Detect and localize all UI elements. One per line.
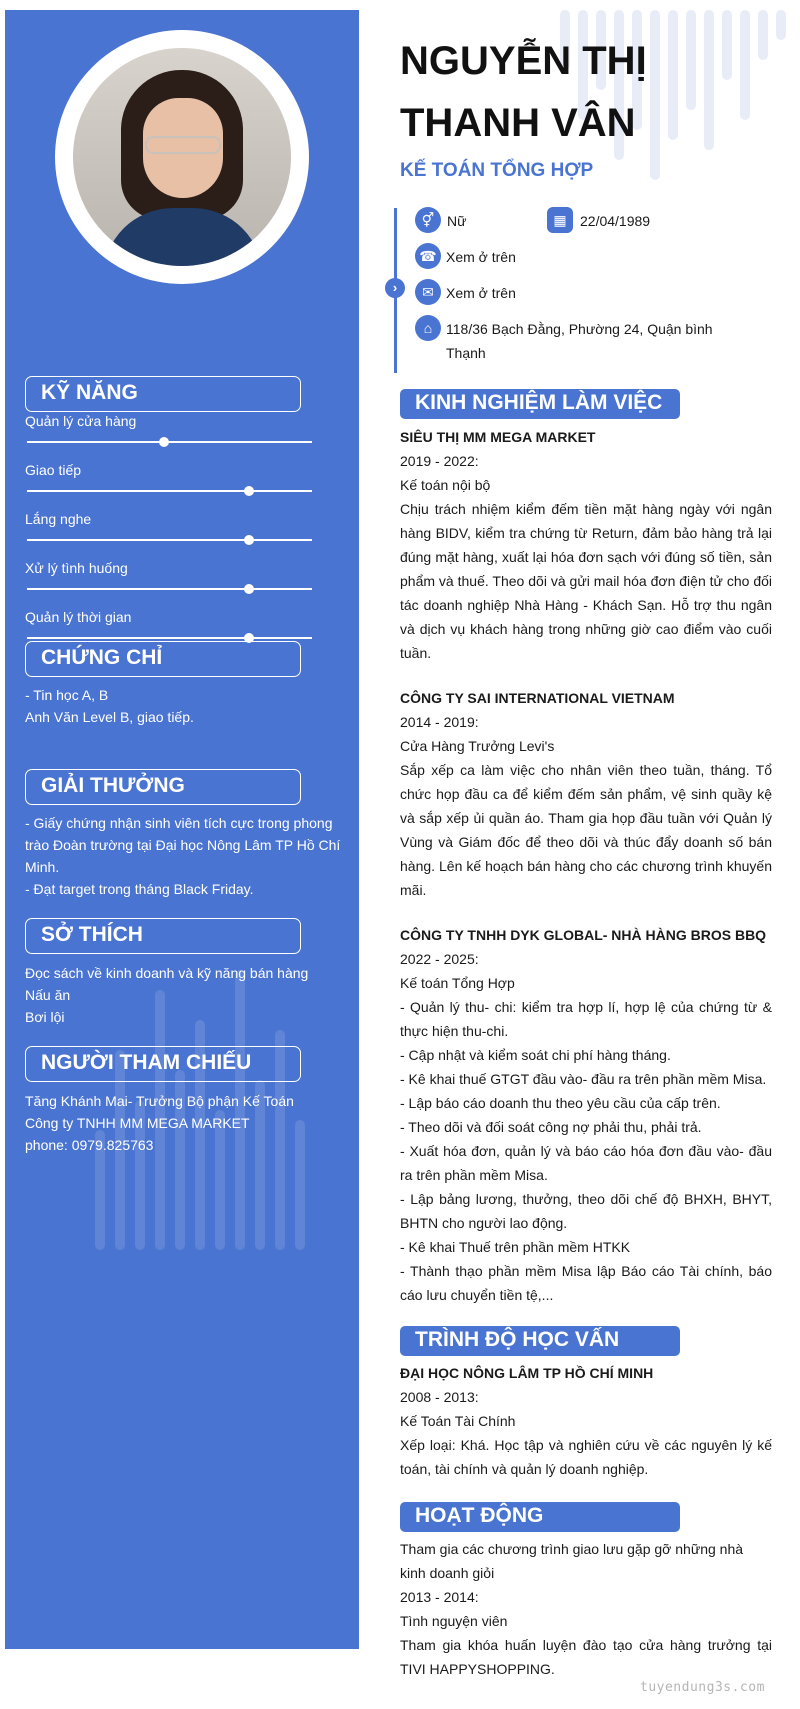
calendar-icon: ▦ [547,207,573,233]
skill-label: Quản lý thời gian [25,609,132,625]
job-entry [400,686,772,902]
skill-label: Giao tiếp [25,462,82,478]
education-major: Kế Toán Tài Chính [400,1413,516,1429]
certificate-item: - Tin học A, B [25,687,109,703]
award-line: Minh. [25,859,60,875]
job-period: 2019 - 2022: [400,453,479,469]
award-line: - Đạt target trong tháng Black Friday. [25,881,254,897]
address-value [446,317,746,365]
reference-line: phone: 0979.825763 [25,1137,154,1153]
job-description: Sắp xếp ca làm việc cho nhân viên theo tuần, tháng. Tổ chức họp đầu ca để kiểm đếm sản phẩm, vệ sinh quầy kệ và sắp xếp ủi quần áo. Tham gia họp đầu tuần với Quản lý Vùng và Giám đốc để theo dõi và thúc đẩy doanh số bán hàng. Lên kế hoạch bán hàng cho các chương trình khuyến mãi. [400,762,772,898]
gender-value: Nữ [447,213,467,229]
phone-icon: ☎ [415,243,441,269]
education-period: 2008 - 2013: [400,1389,479,1405]
activities-heading: HOẠT ĐỘNG [400,1502,680,1532]
activity-period: 2013 - 2014: [400,1589,479,1605]
hobby-item: Nấu ăn [25,987,71,1003]
job-title: KẾ TOÁN TỔNG HỢP [400,160,594,181]
skill-label: Quản lý cửa hàng [25,413,137,429]
hobbies-heading: SỞ THÍCH [25,918,301,954]
job-bullet: - Xuất hóa đơn, quản lý và báo cáo hóa đơn đầu vào- đầu ra trên phần mềm Misa. [400,1143,772,1183]
job-role: Kế toán Tổng Hợp [400,975,515,991]
awards-heading: GIẢI THƯỞNG [25,769,301,805]
references-heading: NGƯỜI THAM CHIẾU [25,1046,301,1082]
school-name: ĐẠI HỌC NÔNG LÂM TP HỒ CHÍ MINH [400,1365,654,1381]
job-entry [400,425,772,665]
email-value: Xem ở trên [446,285,516,301]
candidate-name [400,30,750,154]
birthday-value: 22/04/1989 [580,213,651,229]
education-description: Xếp loại: Khá. Học tập và nghiên cứu về các nguyên lý kế toán, tài chính và quản lý doanh nghiệp. [400,1437,772,1477]
certificates-heading: CHỨNG CHỈ [25,641,301,677]
gender-icon: ⚥ [415,207,441,233]
watermark: tuyendung3s.com [640,1680,765,1695]
hobby-item: Đọc sách về kinh doanh và kỹ năng bán hàng [25,965,309,981]
job-bullet: - Cập nhật và kiểm soát chi phí hàng tháng. [400,1047,671,1063]
job-description: Chịu trách nhiệm kiểm đếm tiền mặt hàng ngày với ngân hàng BIDV, kiểm tra chứng từ Return, đảm bảo hàng trả lại đúng mặt hàng, xuất lại hóa đơn sạch với đúng số tiền, sản phẩm và thuế. Theo dõi và gửi mail hóa đơn điện tử cho đối tác doanh nghiệp Nhà Hàng - Khách Sạn. Hỗ trợ thu ngân và dịch vụ khách hàng trong những giờ cao điểm vào cuối tuần. [400,501,772,661]
home-icon: ⌂ [415,315,441,341]
company-name: SIÊU THỊ MM MEGA MARKET [400,429,596,445]
job-period: 2022 - 2025: [400,951,479,967]
skill-label: Xử lý tình huống [25,560,128,576]
activity-line: Tham gia các chương trình giao lưu gặp gỡ những nhà kinh doanh giỏi [400,1541,744,1581]
activity-line: Tham gia khóa huấn luyện đào tạo cửa hàng trưởng tại TIVI HAPPYSHOPPING. [400,1637,772,1677]
reference-line: Tăng Khánh Mai- Trưởng Bộ phận Kế Toán [25,1093,294,1109]
phone-value: Xem ở trên [446,249,516,265]
job-bullet: - Kê khai Thuế trên phần mềm HTKK [400,1239,631,1255]
name-line: NGUYỄN THỊ [400,39,647,83]
activity-role: Tình nguyện viên [400,1613,508,1629]
name-line: THANH VÂN [400,101,636,145]
job-bullet: - Quản lý thu- chi: kiểm tra hợp lí, hợp lệ của chứng từ & thực hiện thu-chi. [400,999,772,1039]
hobby-item: Bơi lội [25,1009,65,1025]
education-heading: TRÌNH ĐỘ HỌC VẤN [400,1326,680,1356]
address-line: 118/36 Bạch Đằng, Phường 24, Quận bình [446,321,713,337]
chevron-right-icon: › [385,278,405,298]
experience-heading: KINH NGHIỆM LÀM VIỆC [400,389,680,419]
job-role: Cửa Hàng Trưởng Levi's [400,738,555,754]
job-bullet: - Lập báo cáo doanh thu theo yêu cầu của cấp trên. [400,1095,721,1111]
job-bullet: - Thành thạo phần mềm Misa lập Báo cáo Tài chính, báo cáo lưu chuyển tiền tệ,... [400,1263,772,1303]
education-entry [400,1361,772,1481]
activity-entry [400,1537,772,1681]
job-bullet: - Lập bảng lương, thưởng, theo dõi chế độ BHXH, BHYT, BHTN cho người lao động. [400,1191,772,1231]
certificate-item: Anh Văn Level B, giao tiếp. [25,709,194,725]
skills-heading: KỸ NĂNG [25,376,301,412]
job-bullet: - Theo dõi và đối soát công nợ phải thu, phải trả. [400,1119,702,1135]
company-name: CÔNG TY SAI INTERNATIONAL VIETNAM [400,690,675,706]
award-line: - Giấy chứng nhận sinh viên tích cực trong phong [25,815,333,831]
job-entry [400,923,772,1307]
award-line: trào Đoàn trường tại Đại học Nông Lâm TP Hồ Chí [25,837,341,853]
skill-label: Lắng nghe [25,511,92,527]
job-bullet: - Kê khai thuế GTGT đầu vào- đầu ra trên phần mềm Misa. [400,1071,767,1087]
job-role: Kế toán nội bộ [400,477,491,493]
job-period: 2014 - 2019: [400,714,479,730]
address-line: Thạnh [446,345,486,361]
email-icon: ✉ [415,279,441,305]
reference-line: Công ty TNHH MM MEGA MARKET [25,1115,250,1131]
company-name: CÔNG TY TNHH DYK GLOBAL- NHÀ HÀNG BROS BBQ [400,927,767,943]
